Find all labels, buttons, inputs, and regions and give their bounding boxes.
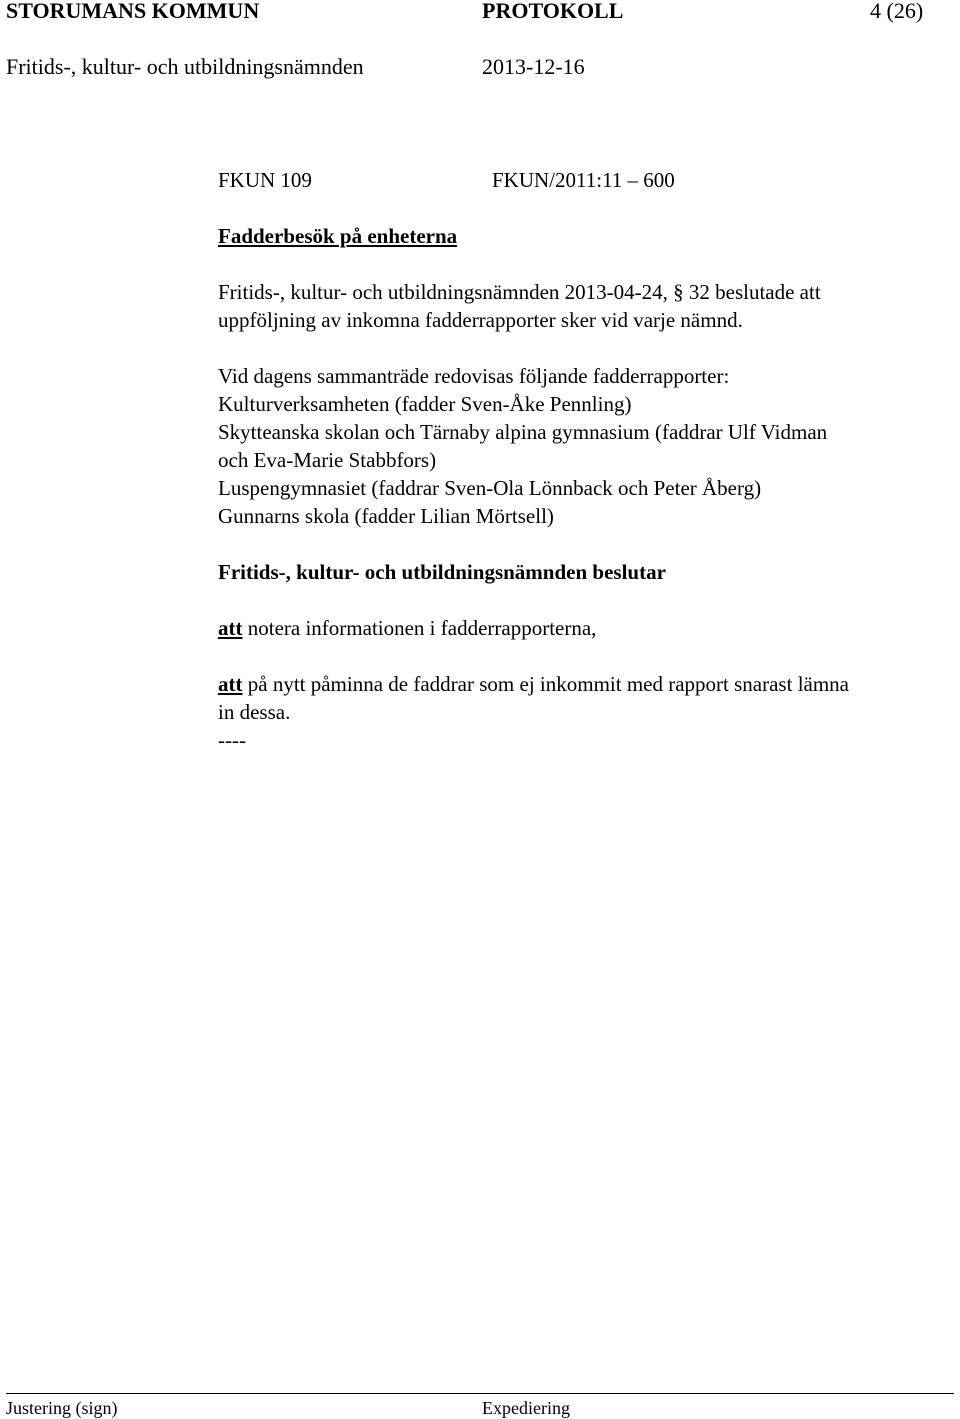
report-line: Kulturverksamheten (fadder Sven-Åke Pennling) — [218, 392, 632, 416]
case-reference: FKUN/2011:11 – 600 — [492, 168, 675, 192]
decision-heading: Fritids-, kultur- och utbildningsnämnden beslutar — [218, 560, 666, 584]
report-line: Luspengymnasiet (faddrar Sven-Ola Lönnback och Peter Åberg) — [218, 476, 762, 500]
report-line: Gunnarns skola (fadder Lilian Mörtsell) — [218, 504, 554, 528]
item-title: Fadderbesök på enheterna — [218, 224, 458, 248]
intro-line: Fritids-, kultur- och utbildningsnämnden 2013-04-24, § 32 beslutade att — [218, 280, 821, 304]
footer-divider — [6, 1393, 954, 1394]
expediering-label: Expediering — [482, 1398, 570, 1418]
intro-line: uppföljning av inkomna fadderrapporter sker vid varje nämnd. — [218, 308, 743, 332]
report-line: Skytteanska skolan och Tärnaby alpina gymnasium (faddrar Ulf Vidman — [218, 420, 828, 444]
end-marker: ---- — [218, 728, 246, 752]
report-line: och Eva-Marie Stabbfors) — [218, 448, 437, 472]
decision-text: på nytt påminna de faddrar som ej inkommit med rapport snarast lämna — [247, 672, 849, 696]
decision-item — [218, 670, 849, 698]
decision-text-continued: in dessa. — [218, 700, 291, 724]
decision-keyword: att — [218, 616, 243, 640]
justering-label: Justering (sign) — [6, 1398, 118, 1418]
decision-item — [218, 614, 596, 642]
page-number: 4 (26) — [870, 0, 924, 23]
decision-keyword: att — [218, 672, 243, 696]
organization-name: STORUMANS KOMMUN — [6, 0, 260, 23]
meeting-date: 2013-12-16 — [482, 54, 585, 79]
report-line: Vid dagens sammanträde redovisas följande fadderrapporter: — [218, 364, 730, 388]
decision-text: notera informationen i fadderrapporterna, — [247, 616, 597, 640]
item-number: FKUN 109 — [218, 168, 312, 192]
committee-name: Fritids-, kultur- och utbildningsnämnden — [6, 54, 364, 79]
document-type: PROTOKOLL — [482, 0, 624, 23]
